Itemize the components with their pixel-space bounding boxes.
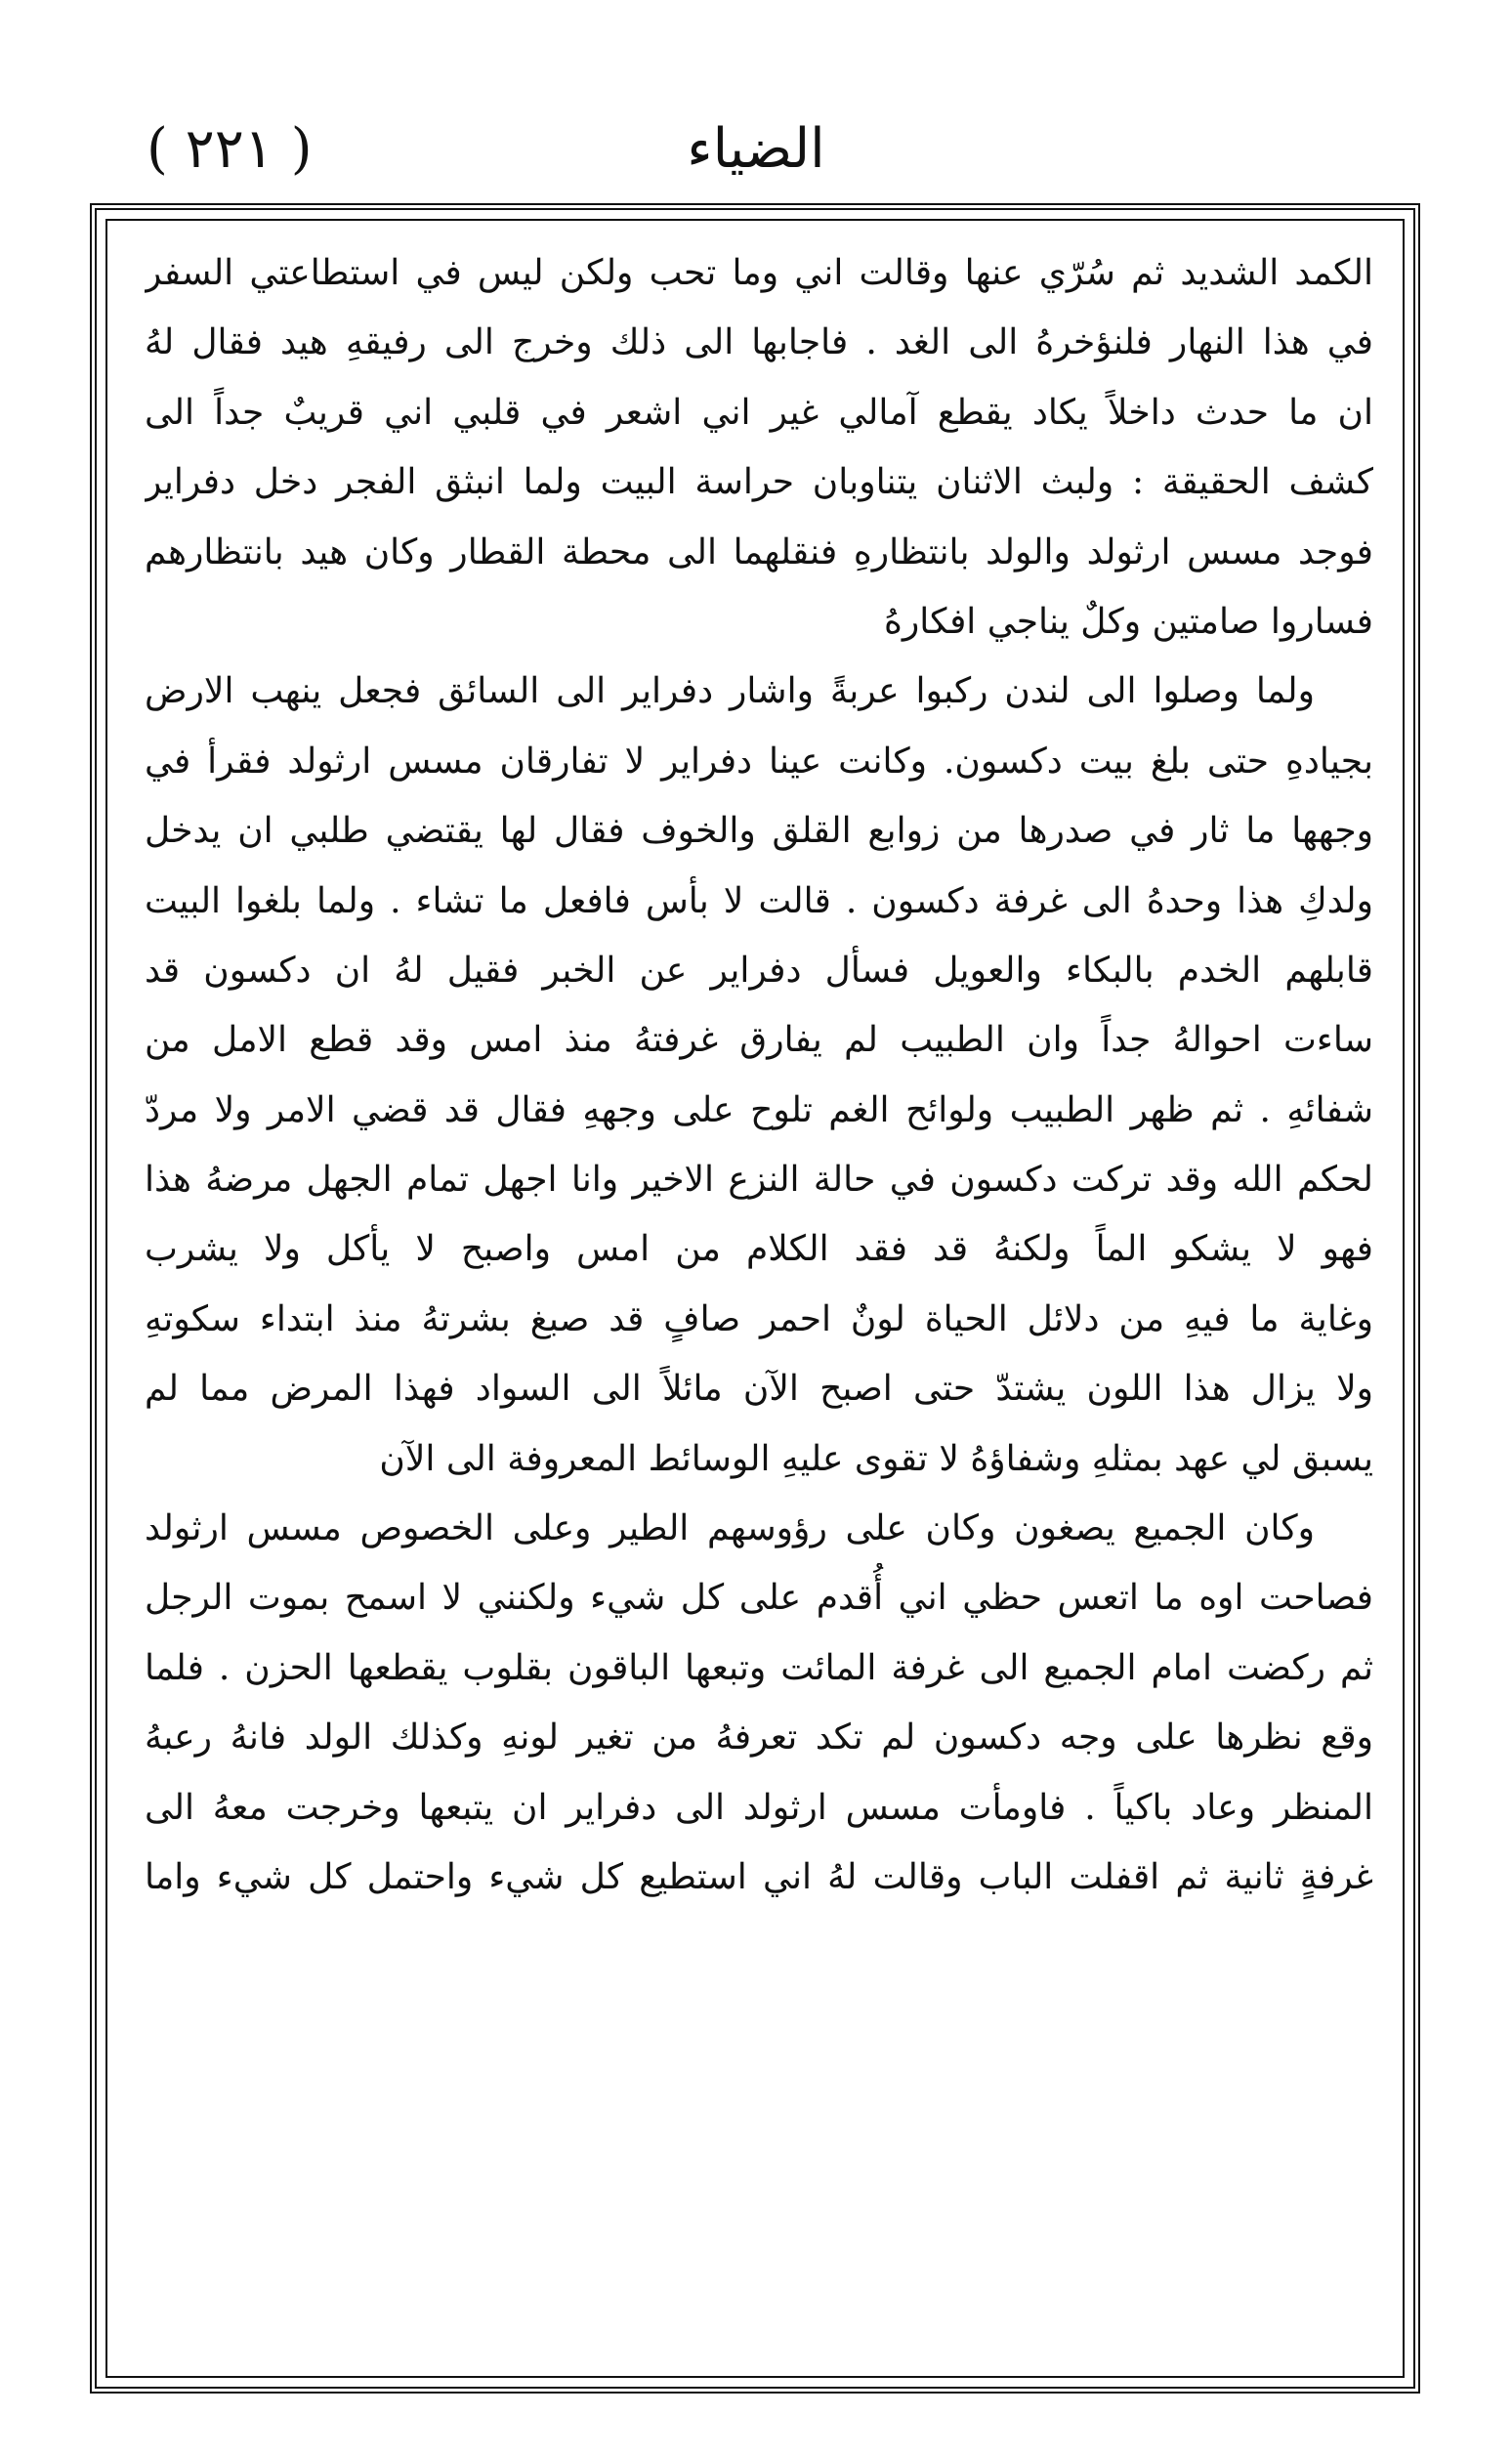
text-line: شفائهِ . ثم ظهر الطبيب ولوائح الغم تلوح على وجههِ فقال قد قضي الامر ولا مردّ: [145, 1089, 1373, 1130]
text-line: في هذا النهار فلنؤخرهُ الى الغد . فاجابها الى ذلك وخرج الى رفيقهِ هيد فقال لهُ: [145, 322, 1373, 363]
text-line: لحكم الله وقد تركت دكسون في حالة النزع الاخير وانا اجهل تمام الجهل مرضهُ هذا: [145, 1160, 1373, 1201]
text-line: فصاحت اوه ما اتعس حظي اني أُقدم على كل شيء ولكنني لا اسمح بموت الرجل: [145, 1578, 1373, 1619]
text-line: قابلهم الخدم بالبكاء والعويل فسأل دفراير عن الخبر فقيل لهُ ان دكسون قد: [145, 950, 1373, 991]
journal-title: الضياء: [687, 117, 825, 181]
text-line: ان ما حدث داخلاً يكاد يقطع آمالي غير اني اشعر في قلبي اني قريبٌ جداً الى: [145, 392, 1373, 433]
text-line: ساءت احوالهُ جداً وان الطبيب لم يفارق غرفتهُ منذ امس وقد قطع الامل من: [145, 1020, 1373, 1061]
text-line: وقع نظرها على وجه دكسون لم تكد تعرفهُ من تغير لونهِ وكذلك الولد فانهُ رعبهُ: [145, 1717, 1373, 1759]
text-line: ولدكِ هذا وحدهُ الى غرفة دكسون . قالت لا بأس فافعل ما تشاء . ولما بلغوا البيت: [145, 880, 1373, 921]
text-line: غرفةٍ ثانية ثم اقفلت الباب وقالت لهُ اني استطيع كل شيء واحتمل كل شيء واما: [145, 1856, 1373, 1897]
page-header: [0, 107, 1512, 215]
text-line: كشف الحقيقة : ولبث الاثنان يتناوبان حراسة البيت ولما انبثق الفجر دخل دفراير: [145, 462, 1373, 503]
text-line: فهو لا يشكو الماً ولكنهُ قد فقد الكلام من امس واصبح لا يأكل ولا يشرب: [145, 1229, 1373, 1270]
text-line: ولما وصلوا الى لندن ركبوا عربةً واشار دفراير الى السائق فجعل ينهب الارض: [145, 671, 1315, 712]
text-line: فوجد مسس ارثولد والولد بانتظارهِ فنقلهما الى محطة القطار وكان هيد بانتظارهم: [145, 531, 1373, 572]
text-line: بجيادهِ حتى بلغ بيت دكسون. وكانت عينا دفراير لا تفارقان مسس ارثولد فقرأ في: [145, 741, 1373, 782]
text-line: فساروا صامتين وكلٌ يناجي افكارهُ: [884, 601, 1373, 642]
text-line: الكمد الشديد ثم سُرّي عنها وقالت اني وما تحب ولكن ليس في استطاعتي السفر: [145, 253, 1373, 293]
text-line: ثم ركضت امام الجميع الى غرفة المائت وتبعها الباقون بقلوب يقطعها الحزن . فلما: [145, 1647, 1373, 1688]
article-text: [145, 238, 1373, 1912]
text-line: وكان الجميع يصغون وكان على رؤوسهم الطير وعلى الخصوص مسس ارثولد: [145, 1508, 1315, 1549]
text-line: ولا يزال هذا اللون يشتدّ حتى اصبح الآن مائلاً الى السواد فهذا المرض مما لم: [145, 1369, 1373, 1410]
text-line: وغاية ما فيهِ من دلائل الحياة لونٌ احمر صافٍ قد صبغ بشرتهُ منذ ابتداء سكوتهِ: [145, 1298, 1373, 1339]
page-number: ( ٢٢١ ): [147, 117, 313, 181]
text-line: وجهها ما ثار في صدرها من زوابع القلق والخوف فقال لها يقتضي طلبي ان يدخل: [145, 811, 1373, 852]
text-line: يسبق لي عهد بمثلهِ وشفاؤهُ لا تقوى عليهِ الوسائط المعروفة الى الآن: [379, 1438, 1373, 1479]
text-line: المنظر وعاد باكياً . فاومأت مسس ارثولد الى دفراير ان يتبعها وخرجت معهُ الى: [145, 1787, 1373, 1828]
